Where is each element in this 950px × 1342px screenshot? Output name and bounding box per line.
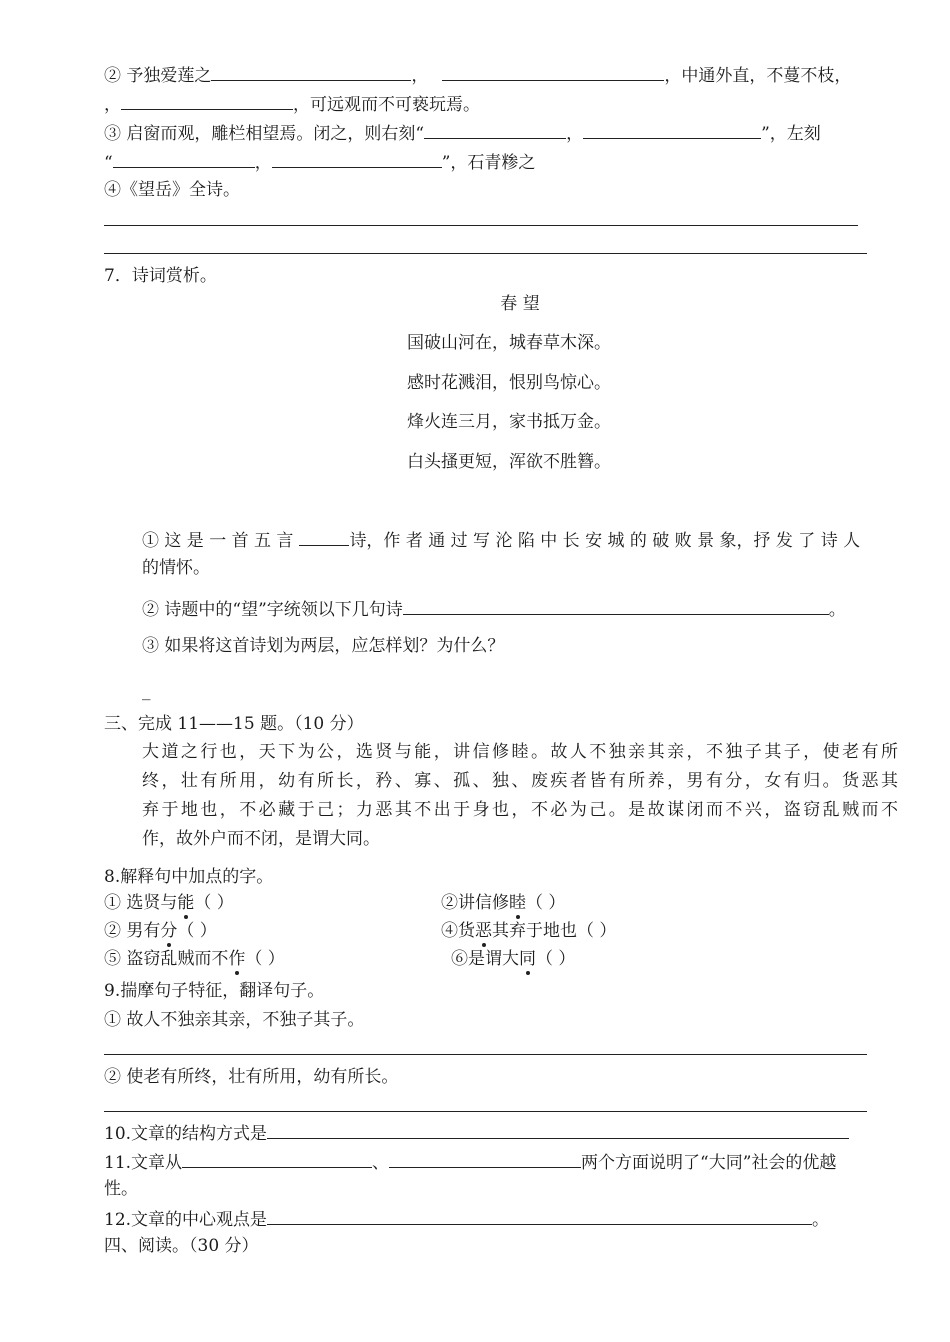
answer-blank[interactable]: [583, 121, 761, 139]
answer-line[interactable]: [104, 225, 858, 226]
passage-line: 大道之行也，天下为公，选贤与能，讲信修睦。故人不独亲其亲，不独子其子，使老有所: [142, 742, 898, 762]
dotted-char: 同: [519, 949, 536, 969]
q8-item-4: ④货恶其弃于地也（ ）: [441, 921, 617, 941]
answer-blank[interactable]: [121, 92, 293, 110]
answer-blank[interactable]: [182, 1150, 372, 1168]
q7-sub1-line1: ① 这 是 一 首 五 言 诗，作 者 通 过 写 沦 陷 中 长 安 城 的 破 败 景 象，抒 发 了 诗 人: [142, 528, 860, 552]
answer-blank[interactable]: [424, 121, 566, 139]
q9-sentence-1: ① 故人不独亲其亲，不独子其子。: [104, 1010, 365, 1030]
answer-line[interactable]: [104, 1111, 867, 1112]
q8-item-1: ① 选贤与能（ ）: [104, 893, 234, 913]
q7-sub3: ③ 如果将这首诗划为两层，应怎样划？为什么？: [142, 636, 505, 656]
answer-blank[interactable]: [389, 1150, 581, 1168]
poem-title: 春 望: [500, 294, 540, 314]
q6-item2-line2: ， ，可远观而不可亵玩焉。: [104, 92, 480, 116]
dotted-char: 作: [228, 949, 246, 969]
passage-line: 弃于地也，不必藏于己；力恶其不出于身也，不必为己。是故谋闭而不兴，盗窃乱贼而不: [142, 800, 898, 820]
q6-item3-line2: “ ， ”，石青糁之: [104, 150, 535, 174]
q8-item-5: ⑤ 盗窃乱贼而不作（ ）: [104, 949, 285, 969]
poem-line: 国破山河在，城春草木深。: [407, 333, 611, 353]
q7-sub1-line2: 的情怀。: [142, 558, 210, 578]
answer-blank[interactable]: [211, 63, 411, 81]
q11-line1: 11.文章从 、 两个方面说明了“大同”社会的优越: [104, 1150, 836, 1174]
answer-blank[interactable]: [113, 150, 255, 168]
poem-line: 感时花溅泪，恨别鸟惊心。: [407, 373, 611, 393]
answer-blank[interactable]: [442, 63, 664, 81]
q11-line2: 性。: [104, 1179, 138, 1199]
q6-item4: ④《望岳》全诗。: [104, 180, 240, 200]
dotted-char: 能: [177, 893, 195, 913]
dotted-char: 分: [160, 921, 178, 941]
section3-heading: 三、完成 11——15 题。（10 分）: [104, 714, 364, 734]
answer-line[interactable]: [104, 253, 867, 254]
dash-mark: _: [142, 681, 151, 701]
q8-item-2: ②讲信修睦（ ）: [441, 893, 566, 913]
poem-line: 白头搔更短，浑欲不胜簪。: [407, 452, 611, 472]
answer-blank[interactable]: [267, 1207, 812, 1225]
passage-line: 终，壮有所用，幼有所长，矜、寡、孤、独、废疾者皆有所养，男有分，女有归。货恶其: [142, 771, 898, 791]
q7-title: 7．诗词赏析。: [104, 266, 217, 286]
answer-line[interactable]: [104, 1054, 867, 1055]
q9-sentence-2: ② 使老有所终，壮有所用，幼有所长。: [104, 1067, 399, 1087]
q7-sub2: ② 诗题中的“望”字统领以下几句诗 。: [142, 597, 846, 621]
q10: 10.文章的结构方式是: [104, 1121, 849, 1145]
answer-blank[interactable]: [403, 597, 829, 615]
q6-item3-line1: ③ 启窗而观，雕栏相望焉。闭之，则右刻“ ， ”，左刻: [104, 121, 821, 145]
poem-line: 烽火连三月，家书抵万金。: [407, 412, 611, 432]
q6-item2-line1: ② 予独爱莲之 ， ，中通外直，不蔓不枝，: [104, 63, 851, 87]
q12: 12.文章的中心观点是 。: [104, 1207, 829, 1231]
dotted-char: 睦: [509, 893, 526, 913]
q8-title: 8.解释句中加点的字。: [104, 867, 274, 887]
answer-blank[interactable]: [272, 150, 442, 168]
answer-blank[interactable]: [267, 1121, 849, 1139]
passage-line: 作，故外户而不闭，是谓大同。: [142, 829, 380, 849]
section4-heading: 四、阅读。（30 分）: [104, 1236, 259, 1256]
q9-title: 9.揣摩句子特征，翻译句子。: [104, 981, 325, 1001]
answer-blank[interactable]: [299, 528, 349, 546]
dotted-char: 恶: [475, 921, 492, 941]
q8-item-6: ⑥是谓大同（ ）: [451, 949, 576, 969]
q8-item-3: ② 男有分（ ）: [104, 921, 217, 941]
